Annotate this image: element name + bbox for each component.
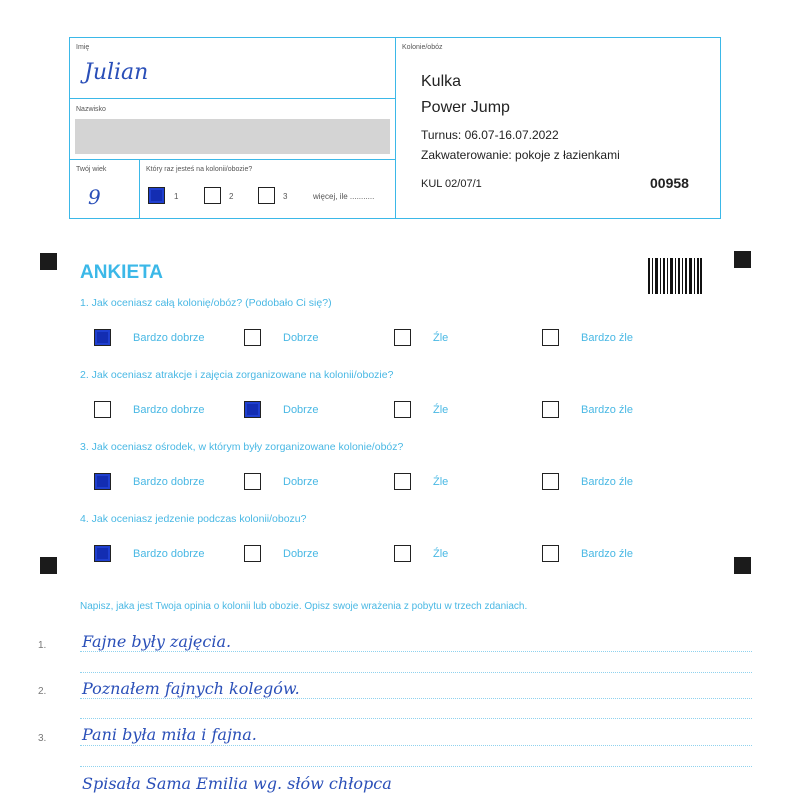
question-4-checkbox-2[interactable]	[244, 545, 261, 562]
question-3-option-1: Bardzo dobrze	[133, 476, 205, 488]
first-name-label: Imię	[76, 44, 90, 51]
times-checkbox-2[interactable]	[204, 187, 221, 204]
question-1-checkbox-1[interactable]	[94, 329, 111, 346]
opinion-dotline-2a	[80, 698, 752, 699]
times-option-3: 3	[283, 192, 288, 201]
question-2-option-4: Bardzo źle	[581, 404, 633, 416]
question-4-checkbox-3[interactable]	[394, 545, 411, 562]
question-4-option-3: Źle	[433, 548, 449, 560]
question-4-checkbox-4[interactable]	[542, 545, 559, 562]
question-3-option-3: Źle	[433, 476, 449, 488]
camp-turnus: Turnus: 06.07-16.07.2022	[421, 128, 559, 142]
last-name-label: Nazwisko	[76, 106, 106, 113]
camp-program: Power Jump	[421, 99, 510, 116]
registration-mark-top-left	[40, 253, 57, 270]
times-checkbox-3[interactable]	[258, 187, 275, 204]
question-2-option-1: Bardzo dobrze	[133, 404, 205, 416]
opinion-dotline-3b	[80, 766, 752, 767]
opinion-extra-note[interactable]: Spisała Sama Emilia wg. słów chłopca	[82, 774, 392, 793]
survey-title: ANKIETA	[80, 262, 164, 283]
opinion-line-number-3: 3.	[38, 733, 47, 744]
question-4-checkbox-1[interactable]	[94, 545, 111, 562]
question-3-checkbox-2[interactable]	[244, 473, 261, 490]
question-1-option-2: Dobrze	[283, 332, 319, 344]
opinion-dotline-1a	[80, 651, 752, 652]
last-name-redacted	[75, 119, 390, 154]
opinion-line-2[interactable]: Poznałem fajnych kolegów.	[82, 679, 300, 698]
times-more-label: więcej, ile ...........	[313, 192, 375, 201]
camp-name: Kulka	[421, 73, 462, 90]
registration-mark-top-right	[734, 251, 751, 268]
registration-mark-bottom-left	[40, 557, 57, 574]
opinion-line-1[interactable]: Fajne były zajęcia.	[82, 632, 232, 651]
question-3-checkbox-1[interactable]	[94, 473, 111, 490]
question-3-text: 3. Jak oceniasz ośrodek, w którym były zorganizowane kolonie/obóz?	[80, 441, 404, 453]
question-4-option-2: Dobrze	[283, 548, 319, 560]
question-2-checkbox-2[interactable]	[244, 401, 261, 418]
camp-code: KUL 02/07/1	[421, 178, 482, 190]
form-number: 00958	[650, 175, 689, 191]
opinion-line-number-1: 1.	[38, 640, 47, 651]
question-4-option-4: Bardzo źle	[581, 548, 633, 560]
camp-label: Kolonie/obóz	[402, 44, 443, 51]
age-value[interactable]: 9	[88, 185, 101, 209]
question-1-option-4: Bardzo źle	[581, 332, 633, 344]
question-3-checkbox-4[interactable]	[542, 473, 559, 490]
first-name-value[interactable]: Julian	[84, 60, 149, 85]
question-3-option-4: Bardzo źle	[581, 476, 633, 488]
question-4-text: 4. Jak oceniasz jedzenie podczas kolonii/obozu?	[80, 513, 307, 525]
header-divider-h2	[69, 159, 396, 160]
question-2-checkbox-3[interactable]	[394, 401, 411, 418]
opinion-dotline-3a	[80, 745, 752, 746]
opinion-prompt: Napisz, jaka jest Twoja opinia o kolonii lub obozie. Opisz swoje wrażenia z pobytu w trzech zdaniach.	[80, 601, 528, 612]
opinion-line-3[interactable]: Pani była miła i fajna.	[82, 725, 257, 744]
age-label: Twój wiek	[76, 166, 107, 173]
question-1-option-1: Bardzo dobrze	[133, 332, 205, 344]
barcode-icon	[648, 258, 702, 294]
registration-mark-bottom-right	[734, 557, 751, 574]
question-4-option-1: Bardzo dobrze	[133, 548, 205, 560]
opinion-dotline-2b	[80, 718, 752, 719]
opinion-dotline-1b	[80, 672, 752, 673]
question-3-option-2: Dobrze	[283, 476, 319, 488]
question-3-checkbox-3[interactable]	[394, 473, 411, 490]
header-divider-h1	[69, 98, 396, 99]
times-attended-label: Który raz jesteś na kolonii/obozie?	[146, 166, 253, 173]
question-1-checkbox-4[interactable]	[542, 329, 559, 346]
question-1-option-3: Źle	[433, 332, 449, 344]
question-1-checkbox-3[interactable]	[394, 329, 411, 346]
times-checkbox-1[interactable]	[148, 187, 165, 204]
question-2-option-3: Źle	[433, 404, 449, 416]
question-2-checkbox-4[interactable]	[542, 401, 559, 418]
question-2-option-2: Dobrze	[283, 404, 319, 416]
header-divider-vertical	[395, 37, 396, 219]
times-option-2: 2	[229, 192, 234, 201]
question-1-checkbox-2[interactable]	[244, 329, 261, 346]
opinion-line-number-2: 2.	[38, 686, 47, 697]
camp-accommodation: Zakwaterowanie: pokoje z łazienkami	[421, 148, 620, 162]
question-2-checkbox-1[interactable]	[94, 401, 111, 418]
header-divider-age	[139, 159, 140, 219]
times-option-1: 1	[174, 192, 179, 201]
question-1-text: 1. Jak oceniasz całą kolonię/obóz? (Podobało Ci się?)	[80, 297, 332, 309]
question-2-text: 2. Jak oceniasz atrakcje i zajęcia zorganizowane na kolonii/obozie?	[80, 369, 394, 381]
